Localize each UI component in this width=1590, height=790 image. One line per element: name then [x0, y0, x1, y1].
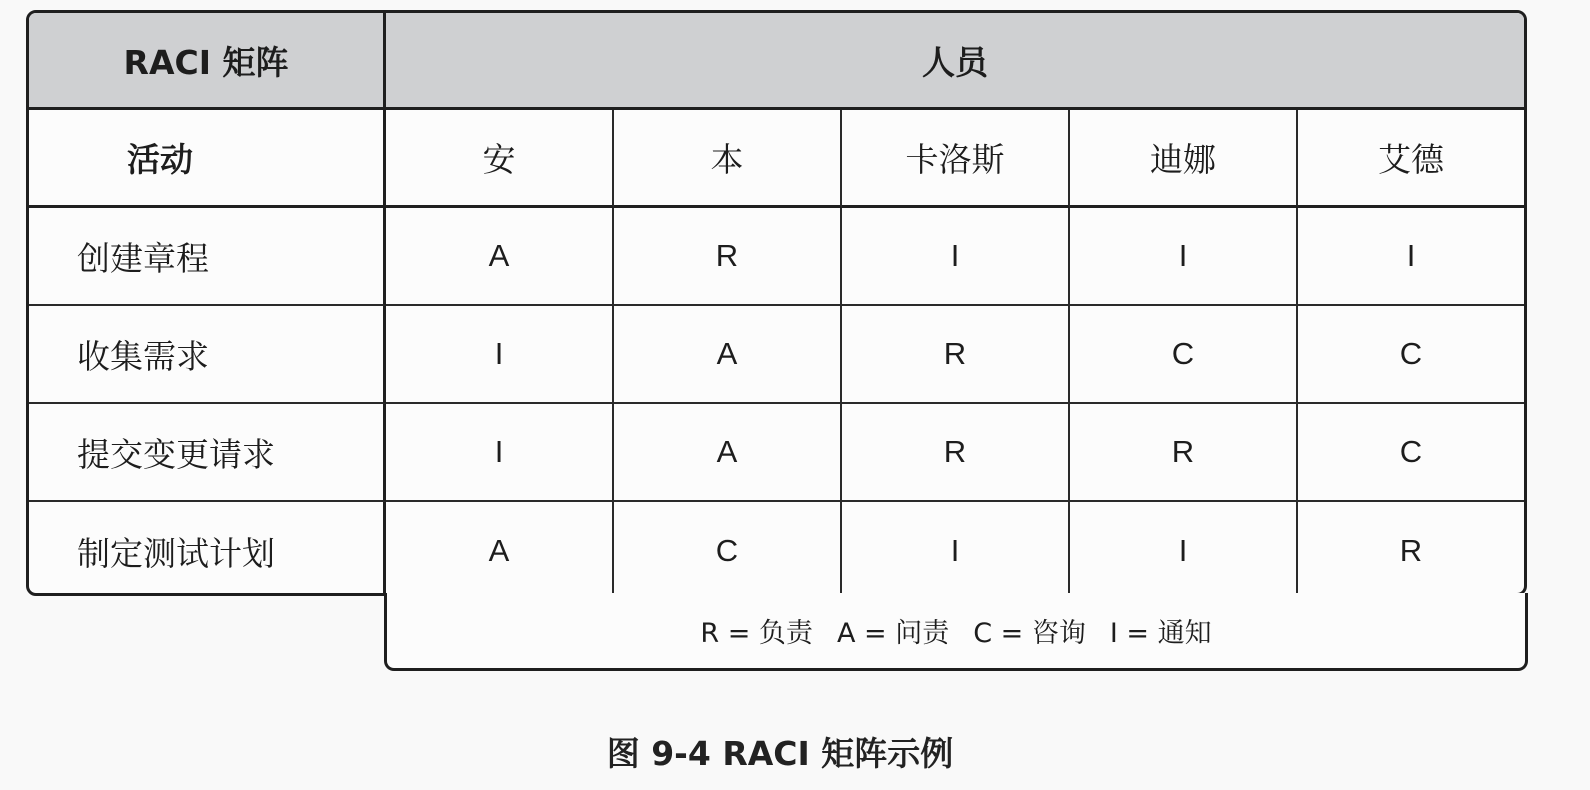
- raci-cell: I: [1070, 208, 1298, 306]
- activity-submit-change-request: 提交变更请求: [29, 404, 386, 502]
- raci-cell: I: [386, 306, 614, 404]
- legend-accountable: A = 问责: [836, 618, 950, 649]
- raci-cell: R: [842, 306, 1070, 404]
- raci-cell: R: [614, 208, 842, 306]
- activity-gather-requirements: 收集需求: [29, 306, 386, 404]
- raci-cell: R: [1070, 404, 1298, 502]
- person-header-carlos: 卡洛斯: [842, 110, 1070, 208]
- person-header-an: 安: [386, 110, 614, 208]
- raci-grid: [29, 13, 1524, 593]
- legend-consulted: C = 咨询: [973, 618, 1086, 649]
- raci-cell: A: [614, 404, 842, 502]
- legend-responsible: R = 负责: [700, 618, 813, 649]
- raci-legend: [384, 593, 1528, 671]
- raci-matrix: [26, 10, 1527, 596]
- raci-cell: I: [1298, 208, 1524, 306]
- raci-cell: R: [1399, 533, 1423, 568]
- activity-create-charter: 创建章程: [29, 208, 386, 306]
- raci-cell: I: [842, 502, 1070, 596]
- raci-cell: A: [614, 306, 842, 404]
- figure-caption: 图 9-4 RACI 矩阵示例: [606, 734, 954, 773]
- raci-cell: I: [1070, 502, 1298, 596]
- raci-cell: C: [614, 502, 842, 596]
- person-header-ben: 本: [614, 110, 842, 208]
- raci-cell: A: [386, 502, 614, 596]
- people-header: 人员: [386, 13, 1524, 110]
- person-header-dina: 迪娜: [1070, 110, 1298, 208]
- raci-cell: I: [386, 404, 614, 502]
- person-header-ed: 艾德: [1298, 110, 1524, 208]
- activity-header: 活动: [29, 110, 386, 208]
- corner-header: RACI 矩阵: [29, 13, 386, 110]
- raci-cell: C: [1298, 404, 1524, 502]
- raci-cell: A: [386, 208, 614, 306]
- raci-cell: I: [842, 208, 1070, 306]
- raci-cell: C: [1070, 306, 1298, 404]
- legend-informed: I = 通知: [1109, 618, 1212, 649]
- activity-develop-test-plan: 制定测试计划: [29, 502, 386, 596]
- raci-cell: C: [1298, 306, 1524, 404]
- raci-cell: R: [842, 404, 1070, 502]
